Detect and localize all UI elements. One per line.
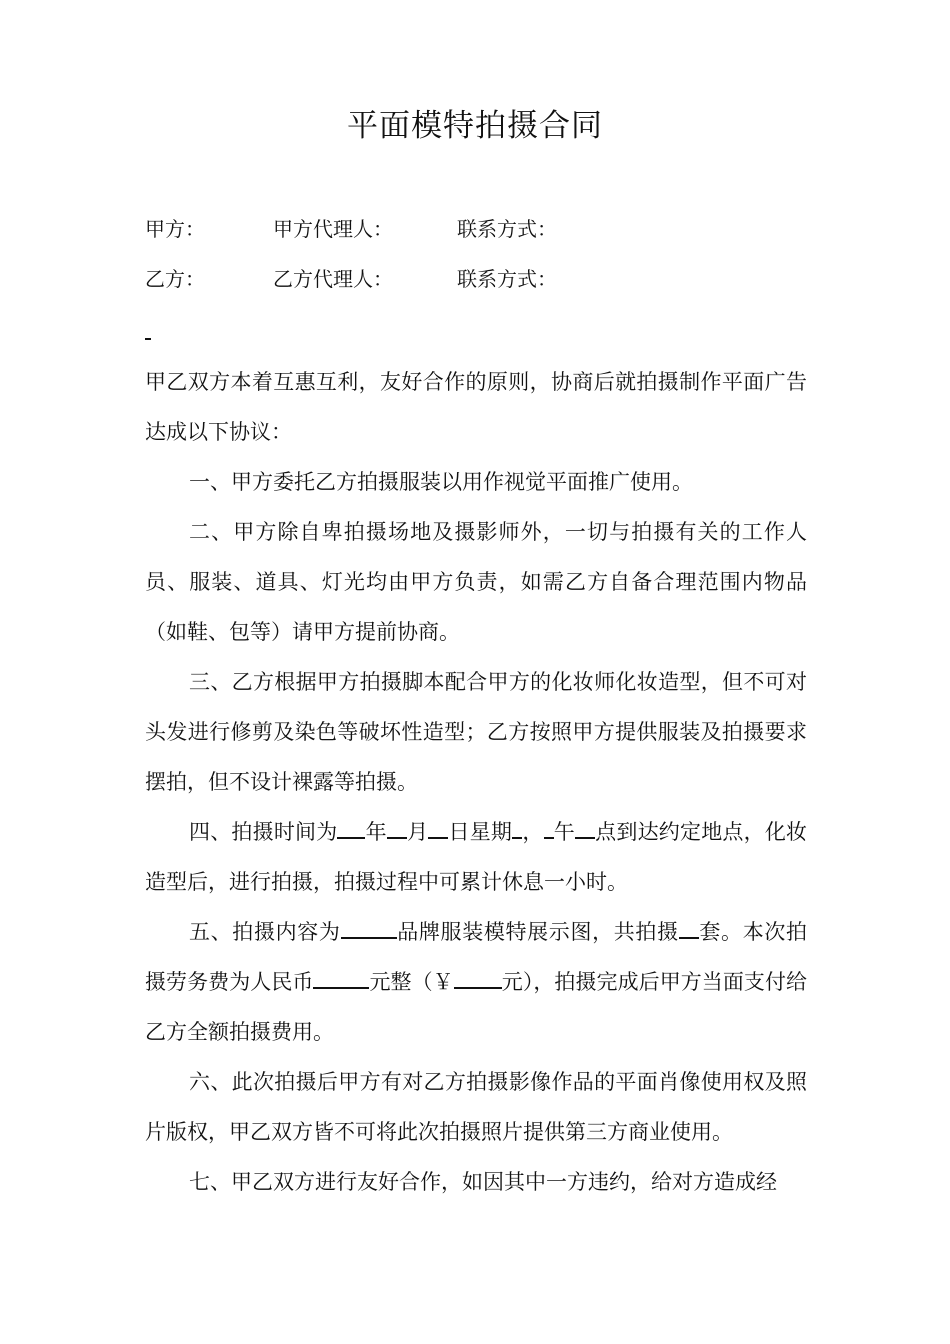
clause-1: 一、甲方委托乙方拍摄服装以用作视觉平面推广使用。 bbox=[189, 470, 693, 494]
hour-blank bbox=[575, 815, 595, 839]
year-blank bbox=[337, 815, 365, 839]
clause-4-text: 日星期 bbox=[448, 820, 513, 844]
party-a-label: 甲方： bbox=[145, 217, 205, 241]
clause-4-text: 点到达约定地点，化妆造型后，进行拍摄，拍摄过程中可累计休息一小时。 bbox=[145, 820, 808, 894]
fee-amount-blank bbox=[454, 965, 502, 989]
month-blank bbox=[387, 815, 407, 839]
clause-5-text: 套。本次拍摄劳务费为人民币 bbox=[145, 920, 808, 994]
party-b-label: 乙方： bbox=[145, 267, 205, 291]
clause-4-text: 月 bbox=[406, 820, 429, 844]
clause-5-text: 五、拍摄内容为 bbox=[189, 920, 341, 944]
party-a-agent-label: 甲方代理人： bbox=[273, 217, 393, 241]
contract-body bbox=[145, 357, 807, 1207]
clause-4 bbox=[145, 807, 807, 907]
clause-7: 七、甲乙双方进行友好合作，如因其中一方违约，给对方造成经 bbox=[189, 1170, 777, 1194]
dash-mark bbox=[145, 338, 151, 340]
party-a-contact-label: 联系方式： bbox=[457, 217, 557, 241]
clause-6: 六、此次拍摄后甲方有对乙方拍摄影像作品的平面肖像使用权及照片版权，甲乙双方皆不可将此次拍摄照片提供第三方商业使用。 bbox=[145, 1070, 807, 1144]
intro-paragraph: 甲乙双方本着互惠互利，友好合作的原则，协商后就拍摄制作平面广告达成以下协议： bbox=[145, 370, 807, 444]
document-title: 平面模特拍摄合同 bbox=[347, 108, 603, 144]
clause-5-text: 品牌服装模特展示图，共拍摄 bbox=[396, 920, 679, 944]
day-blank bbox=[428, 815, 448, 839]
fee-words-blank bbox=[313, 965, 369, 989]
clause-4-text: 四、拍摄时间为 bbox=[189, 820, 338, 844]
clause-5 bbox=[145, 907, 807, 1057]
clause-4-text: ， bbox=[522, 820, 544, 844]
clause-5-text: 元），拍摄完成后甲方当面支付给乙方全额拍摄费用。 bbox=[145, 970, 808, 1044]
brand-blank bbox=[341, 915, 397, 939]
clause-3: 三、乙方根据甲方拍摄脚本配合甲方的化妆师化妆造型，但不可对头发进行修剪及染色等破坏性造型；乙方按照甲方提供服装及拍摄要求摆拍，但不设计裸露等拍摄。 bbox=[145, 670, 807, 794]
clause-2: 二、甲方除自卑拍摄场地及摄影师外，一切与拍摄有关的工作人员、服装、道具、灯光均由甲方负责，如需乙方自备合理范围内物品（如鞋、包等）请甲方提前协商。 bbox=[145, 520, 807, 644]
party-b-contact-label: 联系方式： bbox=[457, 267, 557, 291]
clause-4-text: 年 bbox=[365, 820, 387, 844]
clause-5-text: 元整（￥ bbox=[369, 970, 454, 994]
ampm-blank bbox=[544, 815, 554, 839]
party-a-row bbox=[145, 214, 805, 244]
clause-4-text: 午 bbox=[553, 820, 575, 844]
weekday-blank bbox=[512, 815, 522, 839]
party-b-row bbox=[145, 264, 805, 294]
party-b-agent-label: 乙方代理人： bbox=[273, 267, 393, 291]
sets-blank bbox=[679, 915, 699, 939]
